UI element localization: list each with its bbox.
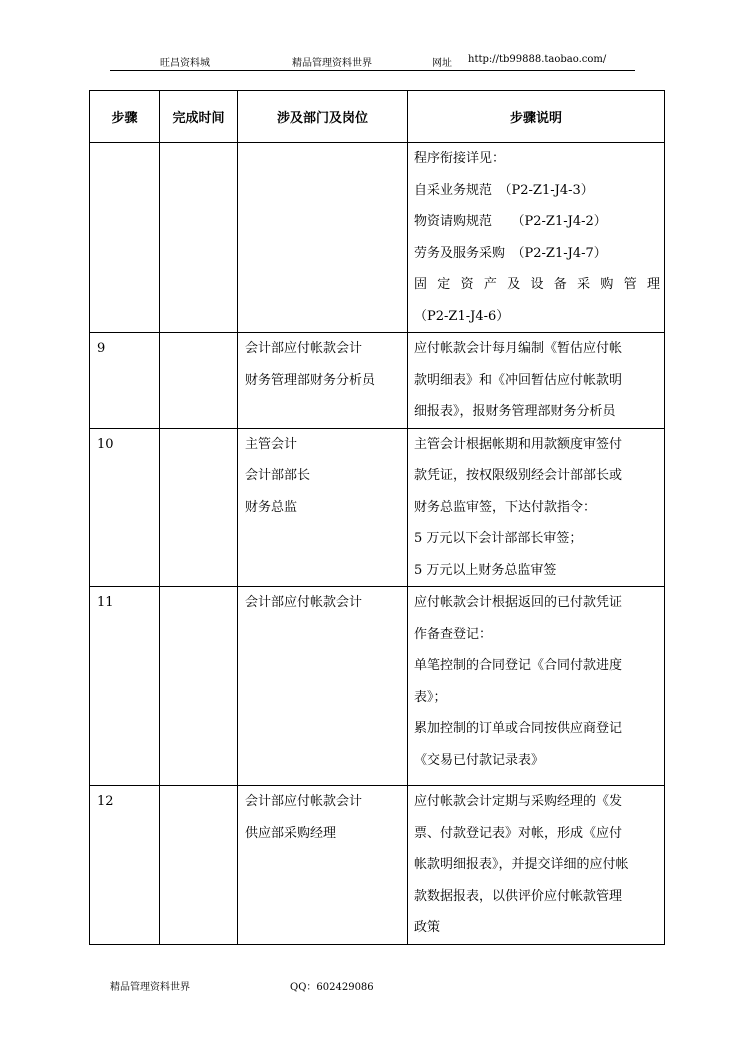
cell-dept (238, 786, 408, 945)
step-number: 9 (97, 341, 106, 356)
cell-step (90, 333, 160, 429)
cell-step (90, 428, 160, 587)
cell-dept (238, 587, 408, 786)
col-header-dept: 涉及部门及岗位 (238, 91, 408, 143)
desc-line: 应付帐款会计每月编制《暂估应付帐 (414, 341, 623, 356)
cell-time (160, 428, 238, 587)
completion-time (160, 333, 237, 365)
desc-line: 表》； (414, 689, 447, 705)
desc-line: 《交易已付款记录表》 (414, 752, 545, 768)
cell-dept (238, 143, 408, 333)
header-slogan: 精品管理资料世界 (292, 58, 372, 69)
col-header-step: 步骤 (90, 91, 160, 143)
desc-line: 累加控制的订单或合同按供应商登记 (414, 721, 623, 736)
desc-line: 帐款明细报表》，并提交详细的应付帐 (414, 857, 629, 872)
dept-line: 供应部采购经理 (245, 825, 337, 841)
step-number: 12 (97, 794, 114, 809)
cell-step (90, 143, 160, 333)
cell-desc (408, 428, 665, 587)
cell-dept (238, 333, 408, 429)
table-row (90, 587, 665, 786)
desc-line: 应付帐款会计根据返回的已付款凭证 (414, 595, 623, 610)
cell-desc (408, 786, 665, 945)
completion-time (160, 587, 237, 619)
cell-desc (408, 333, 665, 429)
step-number: 10 (97, 436, 114, 452)
desc-line: 票、付款登记表》对帐，形成《应付 (414, 825, 623, 841)
desc-line: 5 万元以上财务总监审签 (414, 562, 557, 578)
completion-time (160, 786, 237, 818)
desc-line: 财务总监审签，下达付款指令： (414, 499, 597, 515)
cell-dept (238, 428, 408, 587)
procedure-table (89, 90, 665, 945)
cell-time (160, 786, 238, 945)
table-header-row (90, 91, 665, 143)
table-row (90, 786, 665, 945)
header-url[interactable]: http://tb99888.taobao.com/ (468, 54, 607, 65)
completion-time (160, 143, 237, 175)
cell-desc (408, 143, 665, 333)
desc-line: 作备查登记： (414, 626, 493, 642)
dept-line: 主管会计 (245, 436, 298, 452)
desc-line: 自采业务规范 （P2-Z1-J4-3） (414, 182, 594, 198)
dept-line: 会计部应付帐款会计 (245, 595, 363, 610)
dept-line: 会计部应付帐款会计 (245, 794, 363, 809)
table-row (90, 333, 665, 429)
desc-line: 固 定 资 产 及 设 备 采 购 管 理 (414, 277, 660, 292)
completion-time (160, 429, 237, 461)
desc-line: 款凭证，按权限级别经会计部部长或 (414, 468, 623, 483)
dept-line: 财务管理部财务分析员 (245, 372, 376, 388)
desc-line: 政策 (414, 920, 441, 935)
header-site-name: 旺昌资料城 (160, 58, 210, 69)
desc-line: 5 万元以下会计部部长审签； (414, 531, 583, 546)
dept-line: 会计部应付帐款会计 (245, 341, 363, 356)
table-row (90, 143, 665, 333)
desc-line: 单笔控制的合同登记《合同付款进度 (414, 658, 623, 673)
cell-time (160, 587, 238, 786)
dept-line: 会计部部长 (245, 468, 311, 483)
desc-line: 劳务及服务采购 （P2-Z1-J4-7） (414, 245, 607, 261)
cell-desc (408, 587, 665, 786)
table-row (90, 428, 665, 587)
desc-line: （P2-Z1-J4-6） (414, 308, 510, 324)
cell-step (90, 786, 160, 945)
step-number (97, 143, 159, 175)
page-header (110, 52, 635, 71)
desc-line: 主管会计根据帐期和用款额度审签付 (414, 436, 623, 452)
col-header-time: 完成时间 (160, 91, 238, 143)
header-url-label: 网址 (432, 58, 452, 69)
desc-line: 款明细表》和《冲回暂估应付帐款明 (414, 372, 623, 388)
desc-line: 应付帐款会计定期与采购经理的《发 (414, 794, 623, 809)
dept-line: 财务总监 (245, 499, 298, 515)
desc-line: 程序衔接详见： (414, 151, 506, 166)
footer-slogan: 精品管理资料世界 (110, 982, 190, 993)
desc-line: 物资请购规范 （P2-Z1-J4-2） (414, 214, 607, 229)
desc-line: 款数据报表，以供评价应付帐款管理 (414, 888, 623, 904)
footer-qq: QQ：602429086 (290, 982, 374, 993)
cell-time (160, 143, 238, 333)
step-number: 11 (97, 595, 114, 610)
desc-line: 细报表》，报财务管理部财务分析员 (414, 404, 616, 419)
col-header-desc: 步骤说明 (408, 91, 665, 143)
cell-step (90, 587, 160, 786)
cell-time (160, 333, 238, 429)
